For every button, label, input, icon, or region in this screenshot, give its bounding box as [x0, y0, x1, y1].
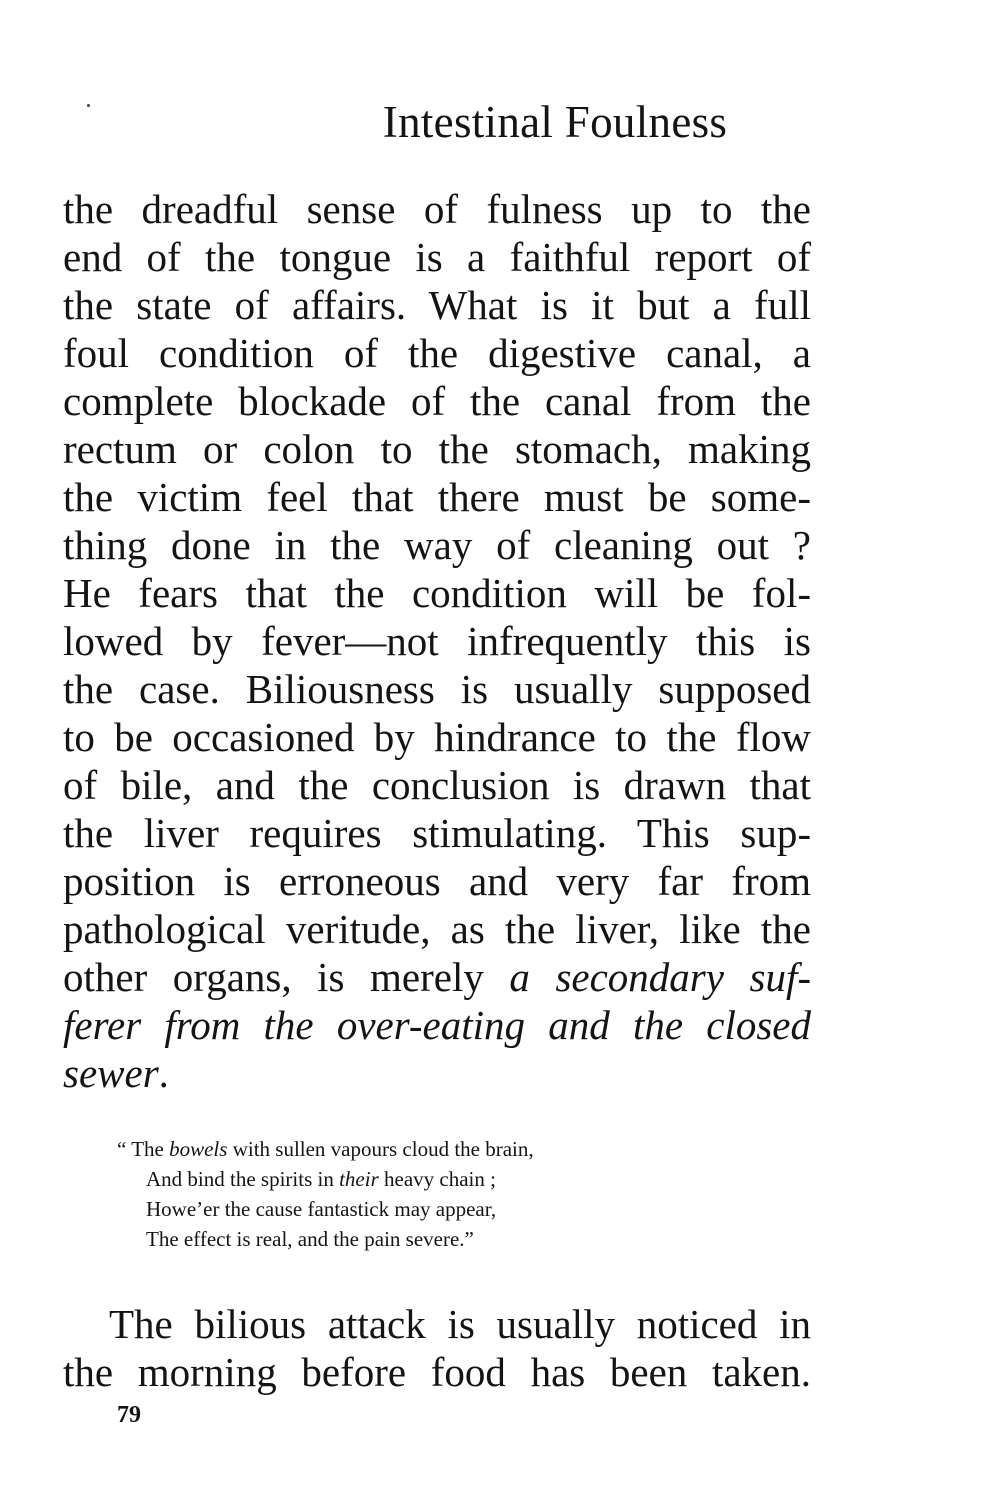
text-line — [63, 185, 811, 233]
text-run: foul condition of the digestive canal, a — [63, 330, 811, 376]
text-run: pathological veritude, as the liver, like the — [63, 906, 811, 952]
text-run: rectum or colon to the stomach, making — [63, 426, 811, 472]
verse-line — [117, 1164, 777, 1194]
text-line — [63, 377, 811, 425]
text-line — [63, 665, 811, 713]
text-line — [63, 761, 811, 809]
text-line — [63, 281, 811, 329]
text-run: heavy chain ; — [378, 1167, 496, 1191]
text-line — [63, 905, 811, 953]
italic-text: their — [339, 1167, 379, 1191]
italic-text: a secondary suf- — [509, 954, 811, 1000]
italic-text: ferer from the over-eating and the closed — [63, 1002, 811, 1048]
text-run: The bilious attack is usually noticed in — [109, 1301, 811, 1347]
text-line — [63, 953, 811, 1001]
text-run: thing done in the way of cleaning out ? — [63, 522, 811, 568]
text-line — [63, 1001, 811, 1049]
text-run: position is erroneous and very far from — [63, 858, 811, 904]
verse-line — [117, 1224, 777, 1254]
text-run: the morning before food has been taken. — [63, 1349, 811, 1395]
text-run: the victim feel that there must be some- — [63, 474, 811, 520]
verse-line — [117, 1134, 777, 1164]
page-number: 79 — [117, 1402, 141, 1428]
text-line — [63, 569, 811, 617]
text-line — [63, 233, 811, 281]
text-run: The effect is real, and the pain severe.” — [146, 1227, 474, 1251]
text-run: other organs, is merely — [63, 954, 510, 1000]
text-run: He fears that the condition will be fol- — [63, 570, 811, 616]
text-line — [63, 857, 811, 905]
running-head-text: Intestinal Foulness — [382, 97, 728, 147]
next-paragraph — [63, 1300, 811, 1396]
text-run: to be occasioned by hindrance to the flow — [63, 714, 811, 760]
text-line — [63, 713, 811, 761]
italic-text: bowels — [169, 1137, 228, 1161]
text-run: the liver requires stimulating. This sup- — [63, 810, 811, 856]
verse-line — [117, 1194, 777, 1224]
text-run: with sullen vapours cloud the brain, — [227, 1137, 534, 1161]
running-head — [0, 92, 874, 152]
text-line — [63, 617, 811, 665]
text-run: the case. Biliousness is usually supposed — [63, 666, 811, 712]
text-run: the dreadful sense of fulness up to the — [63, 186, 811, 232]
text-run: the state of affairs. What is it but a full — [63, 282, 811, 328]
text-run: end of the tongue is a faithful report of — [63, 234, 811, 280]
text-run: . — [158, 1050, 169, 1096]
text-run: And bind the spirits in — [146, 1167, 340, 1191]
text-run: of bile, and the conclusion is drawn that — [63, 762, 811, 808]
text-line — [63, 521, 811, 569]
text-line — [63, 329, 811, 377]
text-run: complete blockade of the canal from the — [63, 378, 811, 424]
text-line — [63, 1348, 811, 1396]
text-run: Howe’er the cause fantastick may appear, — [146, 1197, 497, 1221]
text-line — [63, 1300, 811, 1348]
verse-quotation — [117, 1134, 777, 1254]
text-run: “ The — [117, 1137, 170, 1161]
text-line — [63, 1049, 811, 1097]
text-line — [63, 473, 811, 521]
text-run: lowed by fever—not infrequently this is — [63, 618, 811, 664]
text-line — [63, 809, 811, 857]
text-line — [63, 425, 811, 473]
body-paragraph — [63, 185, 811, 1097]
italic-text: sewer — [63, 1050, 159, 1096]
